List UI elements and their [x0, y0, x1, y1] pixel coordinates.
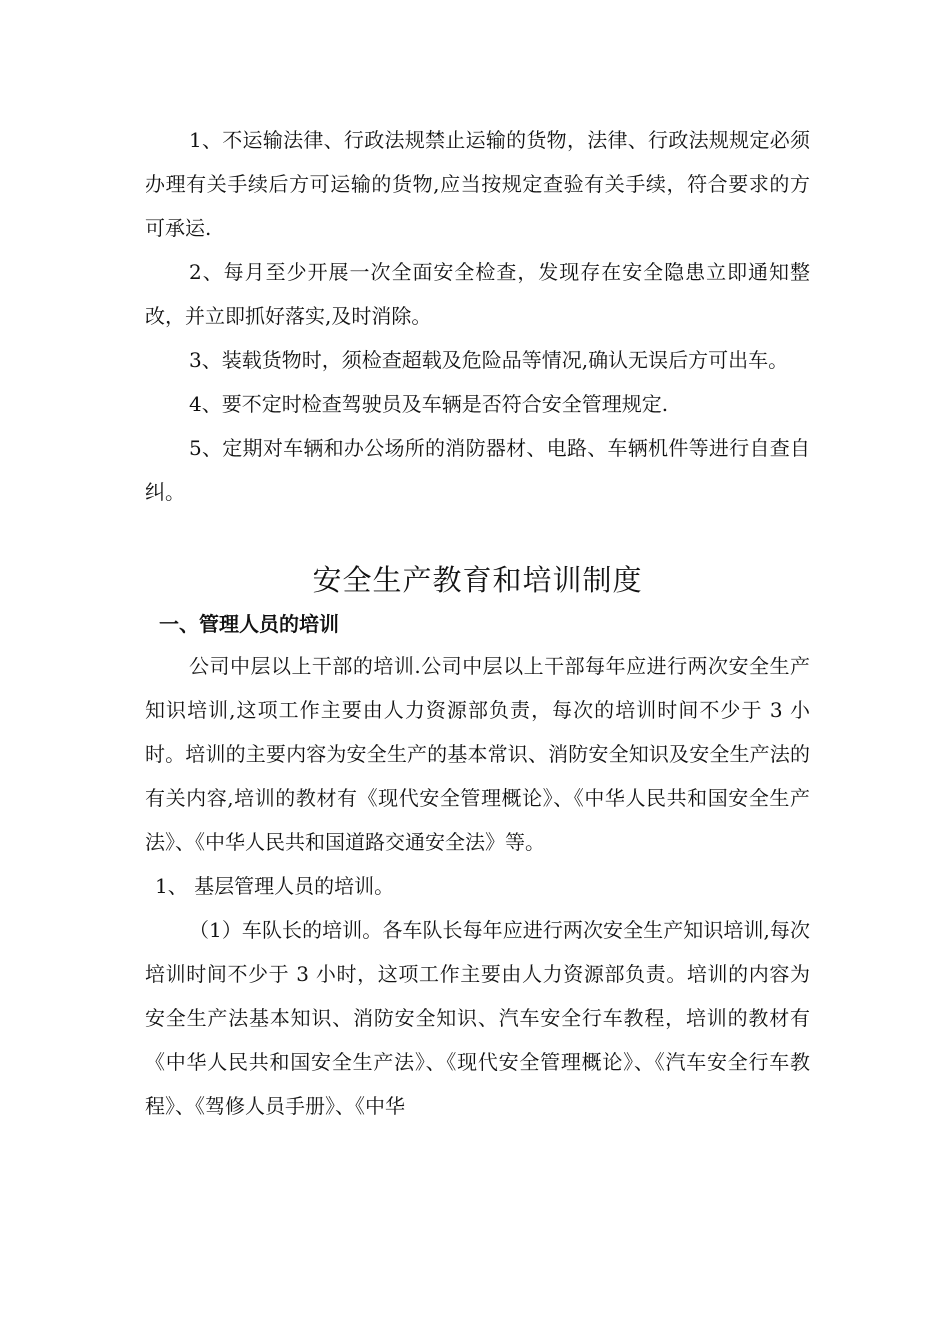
- list-item-4: 4、要不定时检查驾驶员及车辆是否符合安全管理规定.: [189, 392, 669, 416]
- document-page: [145, 118, 810, 1128]
- section-heading: 一、管理人员的培训: [159, 612, 339, 636]
- sub-heading: 1、 基层管理人员的培训。: [155, 874, 395, 898]
- list-item-2: 2、每月至少开展一次全面安全检查，发现存在安全隐患立即通知整改，并立即抓好落实,及时消除。: [145, 260, 810, 328]
- document-title: 安全生产教育和培训制度: [312, 563, 643, 597]
- list-item-3: 3、装载货物时，须检查超载及危险品等情况,确认无误后方可出车。: [189, 348, 789, 372]
- section-paragraph: 公司中层以上干部的培训.公司中层以上干部每年应进行两次安全生产知识培训,这项工作主要由人力资源部负责，每次的培训时间不少于 3 小时。培训的主要内容为安全生产的基本常识、消防安全知识及安全生产法的有关内容,培训的教材有《现代安全管理概论》、《中华人民共和国安全生产法》、《中华人民共和国道路交通安全法》等。: [145, 654, 810, 854]
- sub-paragraph: （1）车队长的培训。各车队长每年应进行两次安全生产知识培训,每次培训时间不少于 3 小时，这项工作主要由人力资源部负责。培训的内容为安全生产法基本知识、消防安全知识、汽车安全行车教程，培训的教材有《中华人民共和国安全生产法》、《现代安全管理概论》、《汽车安全行车教程》、《驾修人员手册》、《中华: [145, 918, 810, 1118]
- list-item-5: 5、定期对车辆和办公场所的消防器材、电路、车辆机件等进行自查自纠。: [145, 436, 810, 504]
- list-item-1: 1、不运输法律、行政法规禁止运输的货物，法律、行政法规规定必须办理有关手续后方可运输的货物,应当按规定查验有关手续，符合要求的方可承运.: [145, 128, 810, 240]
